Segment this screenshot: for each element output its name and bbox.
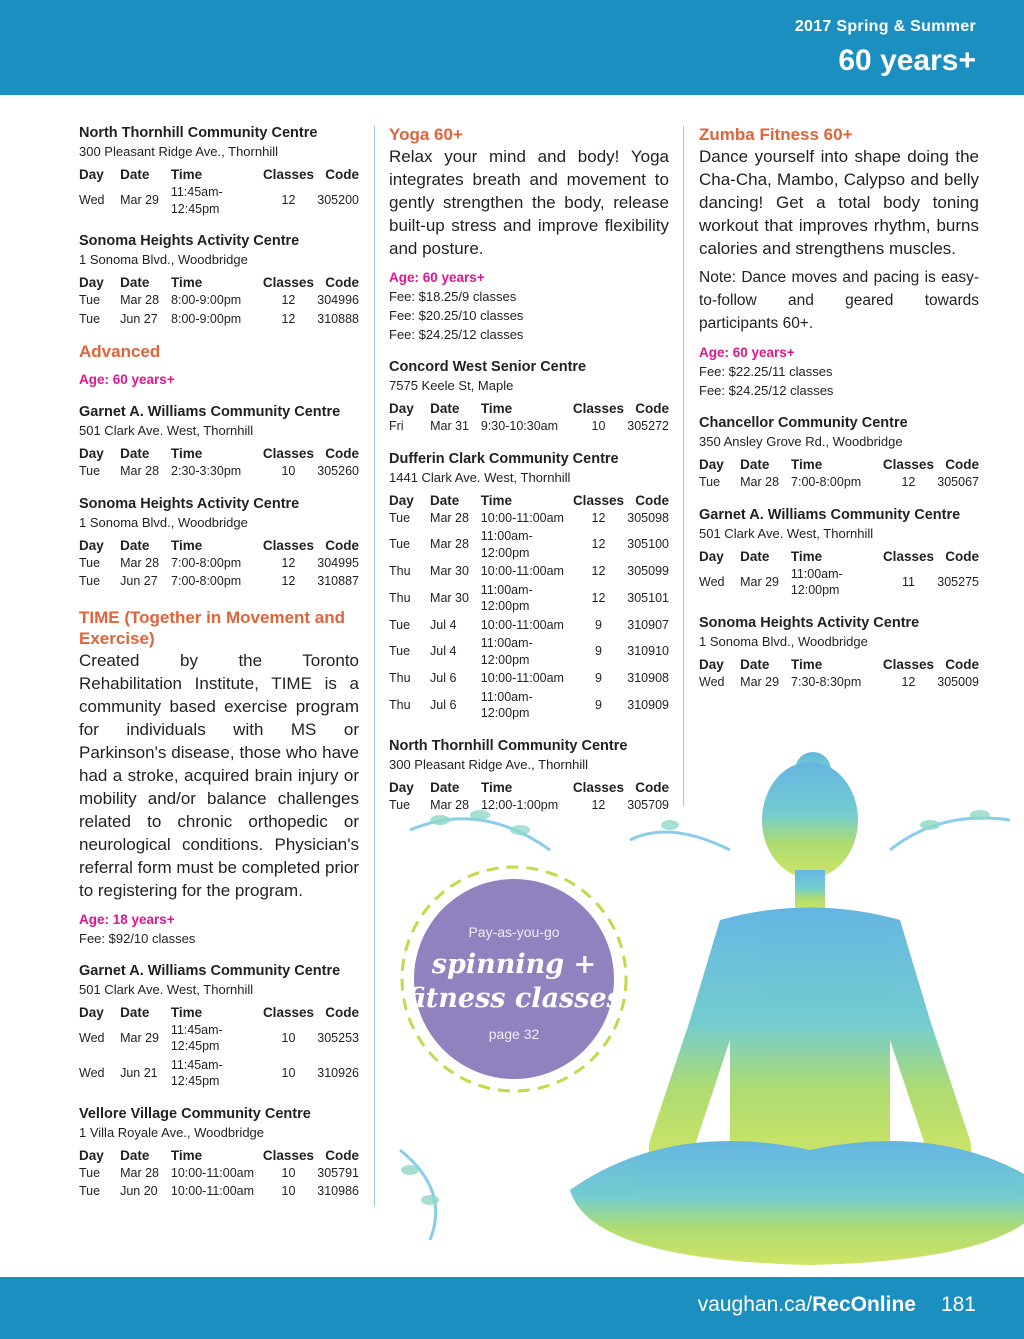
table-cell: 2:30-3:30pm xyxy=(171,464,242,478)
column-header: Day xyxy=(389,401,414,416)
table-header-row xyxy=(79,444,359,462)
centre-address: 7575 Keele St, Maple xyxy=(389,378,514,393)
table-cell: 9 xyxy=(594,671,602,685)
column-header: Time xyxy=(170,1004,203,1020)
column-header: Code xyxy=(945,457,979,472)
promo-line-1: spinning + xyxy=(431,949,597,980)
table-cell: 12 xyxy=(591,537,606,552)
table-row xyxy=(79,554,359,573)
table-cell: Mar 31 xyxy=(430,419,469,433)
column-header: Classes xyxy=(882,656,934,672)
table-row xyxy=(389,616,669,635)
table-cell: Tue xyxy=(389,797,411,812)
column-header: Date xyxy=(740,548,770,564)
page-number: 181 xyxy=(940,1293,976,1316)
column-header: Day xyxy=(389,492,414,508)
table-cell: Wed xyxy=(699,674,725,689)
schedule-table xyxy=(699,655,979,692)
table-cell: Tue xyxy=(699,475,721,489)
table-cell: Mar 28 xyxy=(120,464,160,478)
page-title: 60 years+ xyxy=(838,44,976,77)
column-header: Date xyxy=(120,446,150,461)
table-row xyxy=(79,291,359,310)
table-cell: Jun 20 xyxy=(120,1184,158,1198)
table-cell: Mar 28 xyxy=(120,293,160,307)
zumba-locations xyxy=(699,414,979,691)
table-cell: 12 xyxy=(591,797,606,812)
column-header: Date xyxy=(120,167,150,182)
column-header: Classes xyxy=(262,275,314,290)
table-cell: Mar 28 xyxy=(430,510,469,525)
promo-line-2: fitness classes xyxy=(406,983,622,1014)
table-cell: Tue xyxy=(389,510,411,525)
column-header: Classes xyxy=(262,1004,314,1020)
table-row xyxy=(389,527,669,562)
schedule-table xyxy=(79,1146,359,1201)
zumba-note: Note: Dance moves and pacing is easy-to-follow and geared towards participants 60+. xyxy=(699,269,979,332)
table-cell: 305791 xyxy=(317,1165,359,1180)
column-header: Date xyxy=(740,656,770,672)
table-cell: 305098 xyxy=(627,510,669,525)
column-header: Time xyxy=(791,656,823,672)
table-cell: Thu xyxy=(389,564,411,578)
column-header: Date xyxy=(120,275,150,290)
column-header: Code xyxy=(325,446,359,461)
table-cell: 305067 xyxy=(937,475,979,489)
table-cell: 10:00-11:00am xyxy=(170,1184,255,1198)
column-header: Day xyxy=(79,446,104,461)
column-header: Day xyxy=(79,167,104,182)
table-cell: 12 xyxy=(281,311,296,326)
table-cell: 310907 xyxy=(627,617,669,632)
column-header: Classes xyxy=(572,492,624,508)
table-cell: 12 xyxy=(591,590,606,605)
table-cell: 11:00am-12:00pm xyxy=(480,529,533,560)
table-cell: 10:00-11:00am xyxy=(170,1165,255,1180)
centre-address: 1 Villa Royale Ave., Woodbridge xyxy=(79,1124,265,1140)
table-row xyxy=(699,673,979,692)
table-cell: 12 xyxy=(591,510,606,525)
column-header: Classes xyxy=(262,446,314,461)
centre-address: 501 Clark Ave. West, Thornhill xyxy=(79,423,254,438)
table-row xyxy=(699,565,979,600)
column-right xyxy=(699,124,979,691)
centre-address: 300 Pleasant Ridge Ave., Thornhill xyxy=(389,756,588,772)
table-cell: 11 xyxy=(901,574,915,589)
schedule-table xyxy=(389,399,669,436)
table-cell: 10 xyxy=(281,1065,296,1080)
table-cell: 11:45am-12:45pm xyxy=(170,1022,223,1053)
table-cell: 305200 xyxy=(317,193,359,208)
table-cell: 305101 xyxy=(627,590,669,605)
table-cell: 11:00am-12:00pm xyxy=(480,689,533,720)
column-header: Classes xyxy=(262,537,314,553)
page-footer xyxy=(0,1277,1024,1339)
time-program-description: Created by the Toronto Rehabilitation Institute, TIME is a community based exercise program for individuals with MS or Parkinson's disease, those who have had a stroke, acquired brain injury or mobility and/or balance challenges related to chronic orthopedic or neurological conditions. Physician's referral form must be completed prior to registering for the program. xyxy=(79,650,359,900)
table-cell: 8:00-9:00pm xyxy=(171,311,242,326)
column-header: Date xyxy=(120,1004,150,1020)
table-cell: 10 xyxy=(281,1030,296,1045)
column-header: Code xyxy=(325,1147,359,1163)
table-cell: Wed xyxy=(79,1030,105,1045)
table-cell: Tue xyxy=(79,555,101,570)
yoga-fee: Fee: $24.25/12 classes xyxy=(389,327,524,342)
centre-address: 501 Clark Ave. West, Thornhill xyxy=(79,981,254,997)
table-cell: Mar 28 xyxy=(430,537,469,552)
column-header: Code xyxy=(325,537,359,553)
table-cell: 7:00-8:00pm xyxy=(171,574,242,588)
spinning-promo-badge[interactable] xyxy=(397,862,631,1096)
column-header: Day xyxy=(699,656,724,672)
advanced-locations xyxy=(79,403,359,591)
table-cell: 11:45am-12:45pm xyxy=(170,1057,223,1088)
column-header: Date xyxy=(430,492,460,508)
table-cell: 11:00am-12:00pm xyxy=(480,582,533,613)
table-cell: 305100 xyxy=(627,537,669,552)
schedule-table xyxy=(699,547,979,600)
centre-address: 1 Sonoma Blvd., Woodbridge xyxy=(79,514,248,530)
column-left xyxy=(79,124,359,1201)
column-header: Classes xyxy=(572,779,624,795)
centre-name: North Thornhill Community Centre xyxy=(389,737,628,754)
table-row xyxy=(79,1164,359,1183)
centre-name: Vellore Village Community Centre xyxy=(79,1105,311,1122)
table-cell: 11:45am-12:45pm xyxy=(170,185,223,216)
column-header: Date xyxy=(120,537,150,553)
column-header: Day xyxy=(389,779,414,795)
table-header-row xyxy=(699,547,979,565)
table-row xyxy=(389,562,669,581)
column-header: Time xyxy=(171,275,203,290)
column-header: Day xyxy=(79,1004,104,1020)
column-header: Day xyxy=(79,1147,104,1163)
column-divider xyxy=(683,126,684,806)
centre-address: 350 Ansley Grove Rd., Woodbridge xyxy=(699,434,903,449)
page-header xyxy=(0,0,1024,95)
table-cell: Mar 29 xyxy=(740,574,779,589)
table-header-row xyxy=(79,273,359,291)
table-cell: 305275 xyxy=(937,574,979,589)
column-header: Date xyxy=(430,779,460,795)
table-cell: Mar 28 xyxy=(430,797,470,812)
footer-url-bold: RecOnline xyxy=(812,1293,916,1316)
centre-name: North Thornhill Community Centre xyxy=(79,125,318,141)
schedule-table xyxy=(79,1003,359,1091)
column-header: Time xyxy=(480,401,513,416)
yoga-description: Relax your mind and body! Yoga integrates breath and movement to gently strengthen the body, release built-up stress and improve flexibility and posture. xyxy=(389,147,669,258)
table-cell: 7:00-8:00pm xyxy=(171,555,242,570)
table-cell: 305009 xyxy=(937,674,979,689)
table-header-row xyxy=(389,491,669,509)
table-header-row xyxy=(699,455,979,473)
intro-locations xyxy=(79,124,359,328)
advanced-age: Age: 60 years+ xyxy=(79,372,175,387)
table-cell: 310926 xyxy=(317,1065,359,1080)
column-header: Time xyxy=(171,537,203,553)
table-cell: Tue xyxy=(389,537,411,552)
table-cell: 8:00-9:00pm xyxy=(171,293,242,307)
column-header: Classes xyxy=(572,401,624,416)
table-cell: Tue xyxy=(79,464,101,478)
table-header-row xyxy=(389,399,669,417)
schedule-table xyxy=(389,491,669,723)
table-cell: Mar 29 xyxy=(740,674,780,689)
advanced-heading: Advanced xyxy=(79,342,161,361)
table-row xyxy=(389,634,669,669)
table-cell: Mar 29 xyxy=(120,1030,159,1045)
table-cell: Mar 29 xyxy=(120,193,159,208)
table-cell: 305253 xyxy=(317,1030,359,1045)
column-header: Date xyxy=(430,401,460,416)
table-cell: 12 xyxy=(281,293,296,307)
table-cell: Wed xyxy=(79,193,105,208)
table-cell: 9 xyxy=(594,617,602,632)
table-row xyxy=(79,1182,359,1201)
table-cell: Jun 27 xyxy=(120,311,158,326)
column-header: Code xyxy=(325,275,359,290)
yoga-fee: Fee: $20.25/10 classes xyxy=(389,308,524,323)
column-header: Code xyxy=(325,167,359,182)
table-cell: 9 xyxy=(594,644,602,659)
column-header: Date xyxy=(740,457,770,472)
column-header: Classes xyxy=(882,457,934,472)
table-cell: Jun 27 xyxy=(120,574,158,588)
zumba-title: Zumba Fitness 60+ xyxy=(699,125,853,144)
table-cell: 10 xyxy=(281,1165,296,1180)
table-row xyxy=(389,581,669,616)
table-cell: 305099 xyxy=(627,564,669,578)
table-cell: 10:00-11:00am xyxy=(480,671,564,685)
time-program-age: Age: 18 years+ xyxy=(79,911,175,927)
table-cell: 10:00-11:00am xyxy=(480,564,564,578)
table-cell: Wed xyxy=(699,574,725,589)
table-cell: Jul 6 xyxy=(430,671,457,685)
table-cell: 10 xyxy=(281,464,296,478)
table-cell: Thu xyxy=(389,590,411,605)
footer-url[interactable] xyxy=(698,1293,916,1317)
column-header: Classes xyxy=(882,548,934,564)
centre-name: Garnet A. Williams Community Centre xyxy=(699,506,961,523)
time-program-locations xyxy=(79,962,359,1201)
column-header: Time xyxy=(481,779,513,795)
table-cell: 310888 xyxy=(317,311,359,326)
zumba-description: Dance yourself into shape doing the Cha-Cha, Mambo, Calypso and belly dancing! Get a total body toning workout that improves rhythm, burns calories and strengthens muscles. xyxy=(699,147,979,258)
zumba-fee: Fee: $22.25/11 classes xyxy=(699,364,833,379)
column-header: Code xyxy=(635,779,669,795)
column-header: Code xyxy=(635,492,669,508)
table-cell: 310887 xyxy=(317,574,359,588)
table-row xyxy=(389,417,669,436)
centre-name: Chancellor Community Centre xyxy=(699,415,908,431)
yoga-age: Age: 60 years+ xyxy=(389,270,485,285)
column-header: Time xyxy=(480,492,513,508)
table-row xyxy=(79,1021,359,1056)
table-cell: Jun 21 xyxy=(120,1065,158,1080)
table-cell: Thu xyxy=(389,697,411,712)
centre-name: Sonoma Heights Activity Centre xyxy=(79,495,300,512)
table-cell: Fri xyxy=(389,419,404,433)
table-cell: 12:00-1:00pm xyxy=(481,797,559,812)
table-cell: Tue xyxy=(389,644,411,659)
centre-name: Garnet A. Williams Community Centre xyxy=(79,962,341,979)
column-middle xyxy=(389,124,669,814)
yoga-title: Yoga 60+ xyxy=(389,125,463,144)
column-header: Time xyxy=(171,446,203,461)
table-header-row xyxy=(79,1003,359,1021)
centre-address: 501 Clark Ave. West, Thornhill xyxy=(699,525,874,541)
column-header: Time xyxy=(170,1147,203,1163)
table-header-row xyxy=(79,165,359,183)
table-cell: Tue xyxy=(79,311,101,326)
table-cell: 310909 xyxy=(627,697,669,712)
promo-page-ref: page 32 xyxy=(488,1026,540,1042)
schedule-table xyxy=(79,273,359,328)
table-cell: Tue xyxy=(79,1165,101,1180)
table-cell: 7:00-8:00pm xyxy=(791,475,862,489)
table-cell: 7:30-8:30pm xyxy=(791,674,862,689)
schedule-table xyxy=(79,444,359,481)
table-cell: Mar 30 xyxy=(430,564,469,578)
centre-address: 1 Sonoma Blvd., Woodbridge xyxy=(699,633,868,649)
table-cell: 11:00am-12:00pm xyxy=(480,636,533,667)
table-cell: 12 xyxy=(281,193,296,208)
table-row xyxy=(389,688,669,723)
table-cell: 304995 xyxy=(317,555,359,570)
centre-address: 1441 Clark Ave. West, Thornhill xyxy=(389,469,571,485)
table-cell: 12 xyxy=(281,555,296,570)
table-cell: Mar 28 xyxy=(740,475,780,489)
table-header-row xyxy=(699,655,979,673)
column-header: Time xyxy=(170,167,203,182)
table-cell: 9:30-10:30am xyxy=(480,419,559,433)
column-header: Day xyxy=(699,457,724,472)
table-cell: Wed xyxy=(79,1065,105,1080)
table-row xyxy=(699,473,979,492)
column-header: Time xyxy=(790,548,823,564)
centre-name: Garnet A. Williams Community Centre xyxy=(79,404,341,420)
table-cell: Mar 28 xyxy=(120,555,160,570)
schedule-table xyxy=(79,536,359,591)
table-cell: 10:00-11:00am xyxy=(480,617,564,632)
table-row xyxy=(389,669,669,688)
table-cell: 10 xyxy=(281,1184,296,1198)
table-row xyxy=(79,183,359,218)
table-cell: 12 xyxy=(281,574,296,588)
table-cell: Tue xyxy=(79,574,101,588)
column-header: Day xyxy=(699,548,724,564)
time-program-title: TIME (Together in Movement and Exercise) xyxy=(79,607,346,648)
table-cell: 12 xyxy=(901,475,916,489)
column-header: Code xyxy=(325,1004,359,1020)
centre-address: 300 Pleasant Ridge Ave., Thornhill xyxy=(79,144,278,159)
table-cell: 10 xyxy=(591,419,606,433)
table-cell: Tue xyxy=(389,617,411,632)
column-header: Code xyxy=(945,656,979,672)
table-cell: 12 xyxy=(591,564,606,578)
column-header: Day xyxy=(79,275,104,290)
season-label: 2017 Spring & Summer xyxy=(794,18,976,35)
table-cell: Tue xyxy=(79,293,101,307)
column-header: Code xyxy=(635,401,669,416)
meditating-woman-icon xyxy=(570,752,1024,1265)
table-row xyxy=(389,509,669,528)
centre-address: 1 Sonoma Blvd., Woodbridge xyxy=(79,252,248,267)
zumba-age: Age: 60 years+ xyxy=(699,345,795,360)
promo-top-text: Pay-as-you-go xyxy=(468,924,560,940)
table-row xyxy=(79,1056,359,1091)
table-row xyxy=(79,310,359,329)
column-header: Classes xyxy=(262,1147,314,1163)
column-header: Time xyxy=(791,457,823,472)
table-cell: 310908 xyxy=(627,671,669,685)
column-header: Day xyxy=(79,537,104,553)
table-cell: Mar 28 xyxy=(120,1165,159,1180)
table-cell: 9 xyxy=(594,697,602,712)
centre-name: Sonoma Heights Activity Centre xyxy=(79,233,300,249)
column-header: Classes xyxy=(262,167,314,182)
table-cell: Jul 6 xyxy=(430,697,457,712)
centre-name: Dufferin Clark Community Centre xyxy=(389,450,619,467)
time-program-fee: Fee: $92/10 classes xyxy=(79,930,196,946)
table-cell: 11:00am-12:00pm xyxy=(790,566,843,597)
yoga-fee: Fee: $18.25/9 classes xyxy=(389,289,517,304)
table-header-row xyxy=(79,1146,359,1164)
table-cell: 304996 xyxy=(317,293,359,307)
centre-name: Concord West Senior Centre xyxy=(389,359,587,375)
table-cell: 10:00-11:00am xyxy=(480,510,564,525)
schedule-table xyxy=(79,165,359,218)
table-cell: Jul 4 xyxy=(430,617,457,632)
table-row xyxy=(79,462,359,481)
table-header-row xyxy=(79,536,359,554)
table-cell: Thu xyxy=(389,671,411,685)
table-cell: Tue xyxy=(79,1184,101,1198)
zumba-fee: Fee: $24.25/12 classes xyxy=(699,383,834,398)
table-cell: 305260 xyxy=(317,464,359,478)
table-cell: Mar 30 xyxy=(430,590,469,605)
table-cell: 310910 xyxy=(627,644,669,659)
column-header: Code xyxy=(945,548,979,564)
table-cell: Jul 4 xyxy=(430,644,457,659)
table-row xyxy=(79,572,359,591)
schedule-table xyxy=(699,455,979,492)
table-cell: 12 xyxy=(901,674,916,689)
footer-url-prefix: vaughan.ca/ xyxy=(697,1293,813,1316)
table-cell: 305272 xyxy=(627,419,669,433)
centre-name: Sonoma Heights Activity Centre xyxy=(699,614,920,631)
table-cell: 305709 xyxy=(627,797,669,812)
table-cell: 310986 xyxy=(317,1184,359,1198)
column-header: Date xyxy=(120,1147,150,1163)
